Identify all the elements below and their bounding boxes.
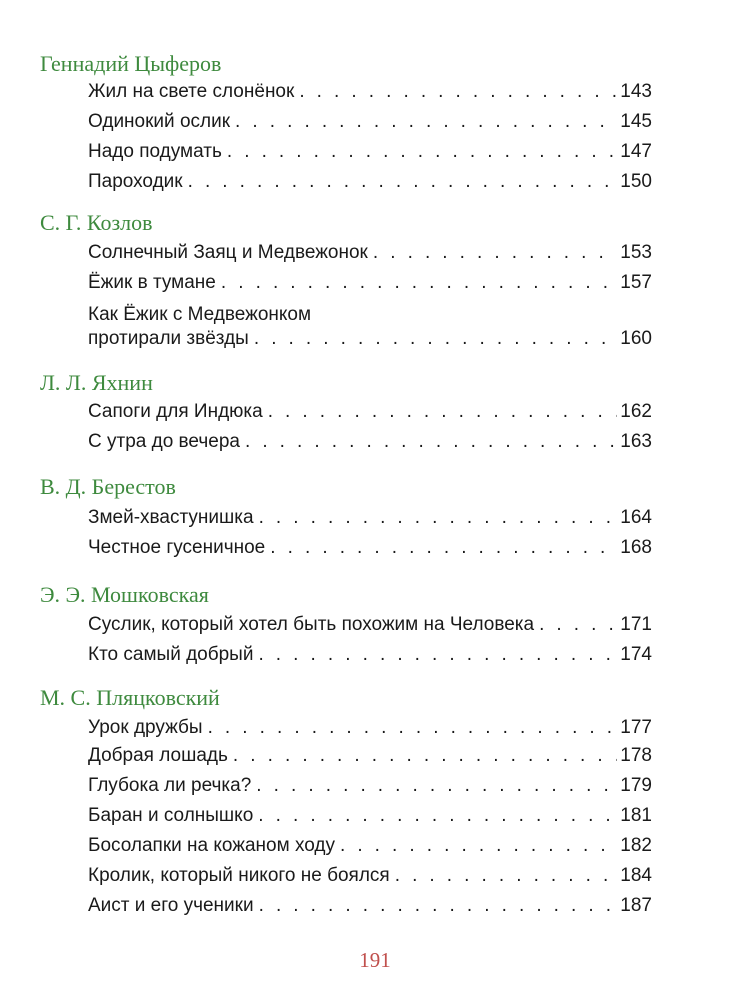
toc-entry[interactable] (88, 82, 652, 101)
entry-title: Жил на свете слонёнок (88, 81, 295, 102)
entry-page: 187 (620, 895, 652, 916)
author-heading: Э. Э. Мошковская (40, 582, 209, 607)
toc-entry[interactable] (88, 243, 652, 262)
dot-leader (299, 82, 617, 101)
entry-title: Аист и его ученики (88, 895, 254, 916)
entry-page: 171 (620, 614, 652, 635)
dot-leader (258, 806, 617, 825)
entry-title-line1[interactable]: Как Ёжик с Медвежонком (88, 304, 312, 325)
entry-page: 153 (620, 242, 652, 263)
dot-leader (245, 432, 617, 451)
entry-page: 168 (620, 537, 652, 558)
toc-entry[interactable] (88, 432, 652, 451)
dot-leader (539, 615, 617, 634)
author-heading: С. Г. Козлов (40, 210, 153, 235)
entry-page: 178 (620, 745, 652, 766)
entry-page: 160 (620, 328, 652, 349)
dot-leader (233, 746, 617, 765)
dot-leader (340, 836, 617, 855)
toc-entry[interactable] (88, 645, 652, 664)
dot-leader (254, 329, 617, 348)
dot-leader (259, 896, 618, 915)
toc-entry[interactable] (88, 538, 652, 557)
entry-title: Честное гусеничное (88, 537, 266, 558)
entry-page: 150 (620, 171, 652, 192)
toc-entry[interactable] (88, 402, 652, 421)
dot-leader (256, 776, 617, 795)
toc-entry[interactable] (88, 508, 652, 527)
entry-title: Баран и солнышко (88, 805, 254, 826)
toc-entry[interactable] (88, 776, 652, 795)
toc-entry[interactable] (88, 866, 652, 885)
entry-page: 182 (620, 835, 652, 856)
entry-title: Босолапки на кожаном ходу (88, 835, 335, 856)
entry-title: Одинокий ослик (88, 111, 231, 132)
author-heading: Геннадий Цыферов (40, 51, 222, 76)
entry-page: 147 (620, 141, 652, 162)
toc-entry[interactable] (88, 615, 652, 634)
toc-entry[interactable] (88, 112, 652, 131)
entry-title: протирали звёзды (88, 328, 249, 349)
author-heading: Л. Л. Яхнин (40, 370, 153, 395)
entry-page: 184 (620, 865, 652, 886)
entry-page: 179 (620, 775, 652, 796)
entry-title: Кто самый добрый (88, 644, 254, 665)
dot-leader (373, 243, 617, 262)
entry-page: 162 (620, 401, 652, 422)
entry-title: Урок дружбы (88, 717, 203, 738)
toc-entry[interactable] (88, 806, 652, 825)
entry-page: 157 (620, 272, 652, 293)
dot-leader (235, 112, 617, 131)
entry-title: Добрая лошадь (88, 745, 228, 766)
page-number: 191 (359, 948, 391, 972)
dot-leader (188, 172, 618, 191)
dot-leader (259, 508, 618, 527)
toc-entry[interactable] (88, 142, 652, 161)
entry-title: Пароходик (88, 171, 183, 192)
entry-title: С утра до вечера (88, 431, 240, 452)
toc-entry[interactable] (88, 172, 652, 191)
entry-title: Змей-хвастунишка (88, 507, 254, 528)
entry-title: Солнечный Заяц и Медвежонок (88, 242, 368, 263)
dot-leader (268, 402, 618, 421)
dot-leader (258, 645, 617, 664)
entry-page: 143 (620, 81, 652, 102)
dot-leader (208, 718, 618, 737)
dot-leader (227, 142, 617, 161)
dot-leader (221, 273, 617, 292)
entry-title: Сапоги для Индюка (88, 401, 263, 422)
entry-page: 174 (620, 644, 652, 665)
entry-title: Надо подумать (88, 141, 222, 162)
toc-entry[interactable] (88, 836, 652, 855)
toc-entry[interactable] (88, 273, 652, 292)
toc-entry[interactable] (88, 329, 652, 348)
entry-page: 177 (620, 717, 652, 738)
dot-leader (270, 538, 617, 557)
entry-page: 164 (620, 507, 652, 528)
entry-title: Кролик, который никого не боялся (88, 865, 390, 886)
entry-title: Ёжик в тумане (88, 272, 216, 293)
entry-page: 163 (620, 431, 652, 452)
toc-entry[interactable] (88, 718, 652, 737)
entry-page: 181 (620, 805, 652, 826)
entry-title: Глубока ли речка? (88, 775, 252, 796)
toc-entry[interactable] (88, 746, 652, 765)
entry-title: Суслик, который хотел быть похожим на Человека (88, 614, 535, 635)
toc-entry[interactable] (88, 896, 652, 915)
author-heading: В. Д. Берестов (40, 474, 176, 499)
dot-leader (395, 866, 618, 885)
author-heading: М. С. Пляцковский (40, 685, 220, 710)
entry-page: 145 (620, 111, 652, 132)
